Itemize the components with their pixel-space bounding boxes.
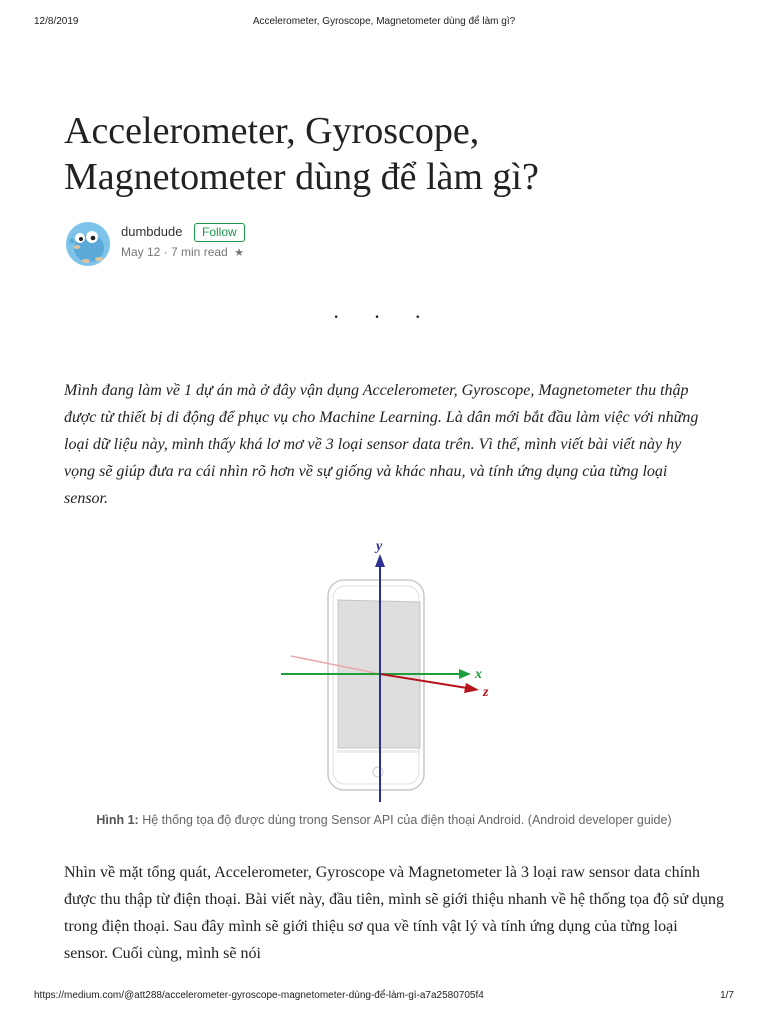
figure-coordinate-system: [275, 534, 505, 806]
author-name[interactable]: dumbdude: [121, 224, 183, 239]
article-title: Accelerometer, Gyroscope, Magnetometer dùng để làm gì?: [64, 110, 539, 198]
z-axis-label: z: [483, 685, 489, 700]
intro-paragraph: Mình đang làm về 1 dự án mà ở đây vận dụng Accelerometer, Gyroscope, Magnetometer thu thập được từ thiết bị di động để phục vụ cho Machine Learning. Là dân mới bắt đầu làm việc với những loại dữ liệu này, mình thấy khá lơ mơ về 3 loại sensor data trên. Vì thế, mình viết bài viết này hy vọng sẽ giúp đưa ra cái nhìn rõ hơn về sự giống và khác nhau, và tính ứng dụng của từng loại sensor.: [64, 382, 699, 507]
print-page-number: 1/7: [720, 990, 734, 1001]
x-axis-arrow: [459, 669, 471, 679]
y-axis-label: y: [376, 539, 383, 554]
z-axis-arrow: [464, 683, 479, 693]
section-separator: · · ·: [332, 304, 436, 329]
caption-text: Hệ thống tọa độ được dùng trong Sensor API của điện thoại Android. (Android developer guide): [142, 813, 672, 827]
coordinate-diagram: [275, 534, 505, 806]
phone-illustration: [328, 580, 424, 790]
print-url: https://medium.com/@att288/accelerometer-gyroscope-magnetometer-dùng-để-làm-gì-a7a2580705f4: [34, 990, 484, 1001]
avatar[interactable]: [66, 222, 110, 266]
print-doc-title: Accelerometer, Gyroscope, Magnetometer dùng để làm gì?: [252, 16, 516, 27]
print-date: 12/8/2019: [34, 16, 79, 27]
publish-meta: May 12 · 7 min read: [121, 245, 228, 259]
body-paragraph: Nhìn về mặt tổng quát, Accelerometer, Gyroscope và Magnetometer là 3 loại raw sensor data chính được thu thập từ điện thoại. Bài viết này, đầu tiên, mình sẽ giới thiệu nhanh về hệ thống tọa độ sử dụng trong điện thoại. Sau đây mình sẽ giới thiệu sơ qua về tính vật lý và tính ứng dụng của từng loại sensor. Cuối cùng, mình sẽ nói: [64, 864, 725, 962]
caption-label: Hình 1:: [96, 813, 139, 827]
star-icon[interactable]: ★: [234, 247, 244, 259]
print-footer: [34, 990, 734, 1004]
y-axis-arrow: [375, 554, 385, 567]
follow-button[interactable]: Follow: [194, 223, 245, 242]
figure-caption: [0, 813, 768, 827]
x-axis-label: x: [475, 667, 482, 682]
article-meta: [121, 245, 244, 259]
